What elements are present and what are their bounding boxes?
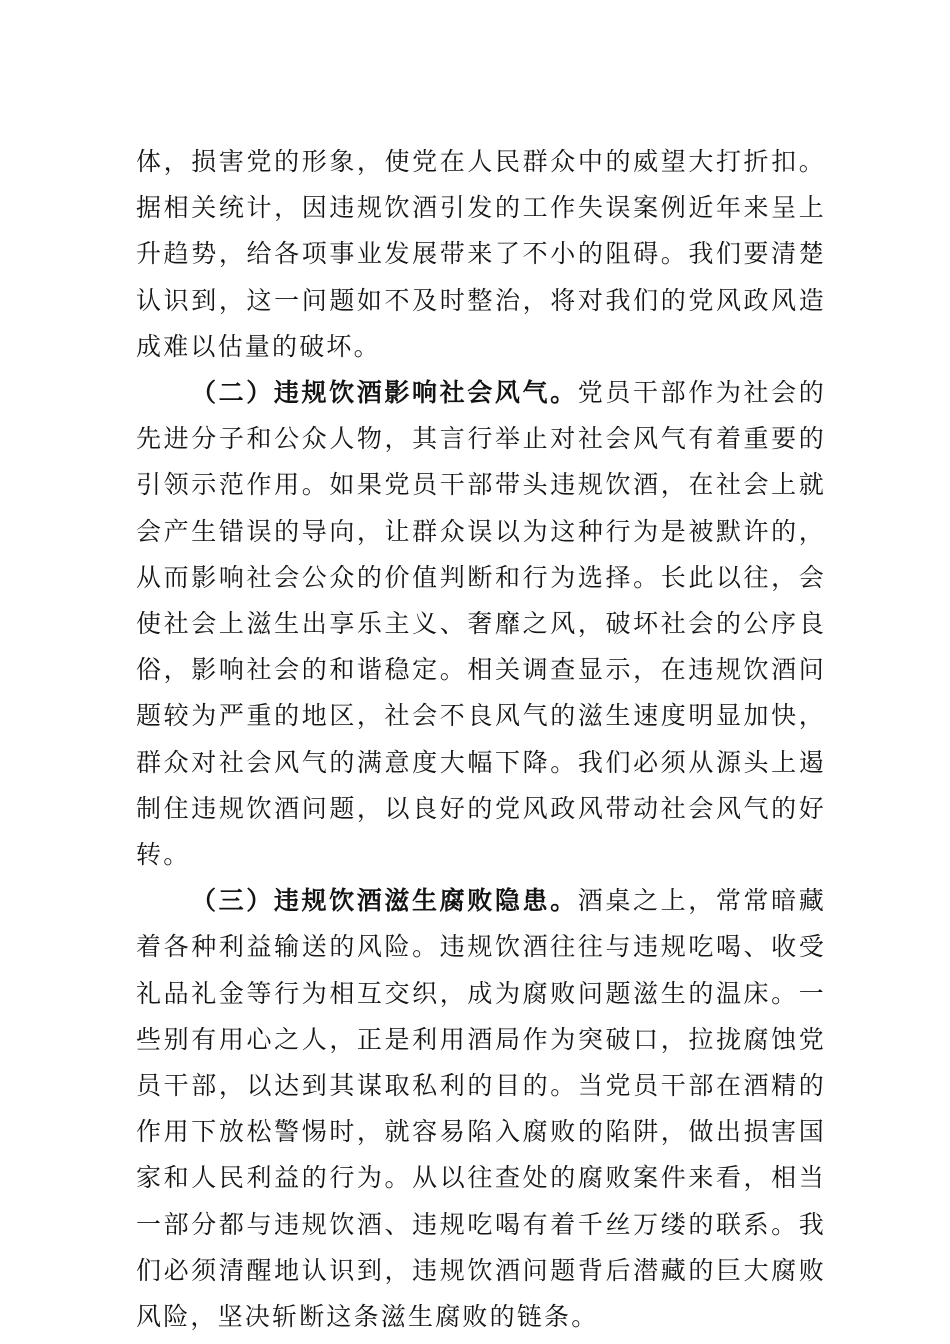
paragraph-text: 体，损害党的形象，使党在人民群众中的威望大打折扣。据相关统计，因违规饮酒引发的工作失误案例近年来呈上升趋势，给各项事业发展带来了不小的阻碍。我们要清楚认识到，这一问题如不及时整治，将对我们的党风政风造成难以估量的破坏。 [136, 147, 826, 361]
paragraph-section-3 [136, 878, 826, 1340]
body-text [136, 139, 826, 1340]
section-heading: （三）违规饮酒滋生腐败隐患。 [191, 886, 578, 916]
section-heading: （二）违规饮酒影响社会风气。 [191, 378, 578, 408]
paragraph-continuation [136, 139, 826, 370]
paragraph-text: 酒桌之上，常常暗藏着各种利益输送的风险。违规饮酒往往与违规吃喝、收受礼品礼金等行为相互交织，成为腐败问题滋生的温床。一些别有用心之人，正是利用酒局作为突破口，拉拢腐蚀党员干部，以达到其谋取私利的目的。当党员干部在酒精的作用下放松警惕时，就容易陷入腐败的陷阱，做出损害国家和人民利益的行为。从以往查处的腐败案件来看，相当一部分都与违规饮酒、违规吃喝有着千丝万缕的联系。我们必须清醒地认识到，违规饮酒问题背后潜藏的巨大腐败风险，坚决斩断这条滋生腐败的链条。 [136, 886, 826, 1332]
paragraph-section-2 [136, 370, 826, 878]
paragraph-text: 党员干部作为社会的先进分子和公众人物，其言行举止对社会风气有着重要的引领示范作用。如果党员干部带头违规饮酒，在社会上就会产生错误的导向，让群众误以为这种行为是被默许的，从而影响社会公众的价值判断和行为选择。长此以往，会使社会上滋生出享乐主义、奢靡之风，破坏社会的公序良俗，影响社会的和谐稳定。相关调查显示，在违规饮酒问题较为严重的地区，社会不良风气的滋生速度明显加快，群众对社会风气的满意度大幅下降。我们必须从源头上遏制住违规饮酒问题，以良好的党风政风带动社会风气的好转。 [136, 378, 826, 870]
